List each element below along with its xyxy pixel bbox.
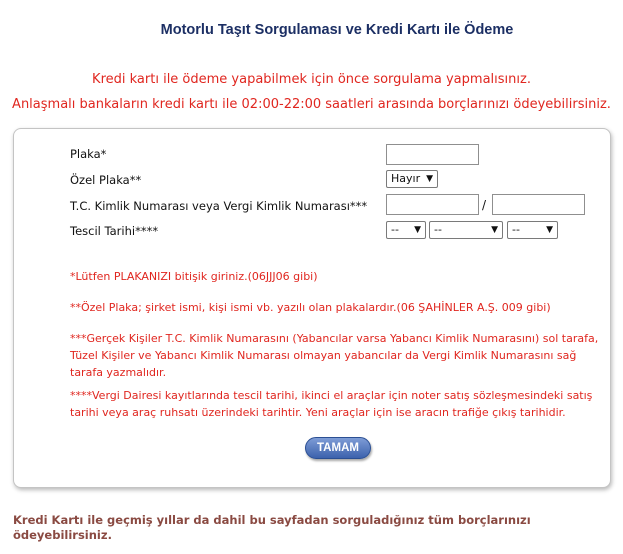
note-kimlik: ***Gerçek Kişiler T.C. Kimlik Numarasını (Yabancılar varsa Yabancı Kimlik Numarasını) sol tarafa, Tüzel Kişiler ve Yabancı Kimlik Numarası olmayan yabancılar da Vergi Kimlik Numarasını sağ tarafa yazmalıdır. xyxy=(70,332,599,379)
tescil-month-select[interactable] xyxy=(429,221,503,239)
tescil-day-select[interactable] xyxy=(386,221,426,239)
tescil-year-value: -- xyxy=(512,223,520,236)
tc-separator: / xyxy=(482,198,487,212)
note-ozel-plaka: **Özel Plaka; şirket ismi, kişi ismi vb. yazılı olan plakalardır.(06 ŞAHİNLER A.Ş. 009 gibi) xyxy=(70,301,551,314)
footer-text: Kredi Kartı ile geçmiş yıllar da dahil bu sayfadan sorguladığınız tüm borçlarınızı ödeyebilirsiniz. xyxy=(13,513,531,542)
page-title: Motorlu Taşıt Sorgulaması ve Kredi Kartı ile Ödeme xyxy=(160,22,514,38)
plaka-input[interactable] xyxy=(386,144,479,165)
tescil-label: Tescil Tarihi**** xyxy=(70,224,159,238)
ozel-plaka-select[interactable] xyxy=(386,170,438,188)
tescil-day-value: -- xyxy=(391,223,399,236)
tc-label: T.C. Kimlik Numarası veya Vergi Kimlik Numarası*** xyxy=(70,199,368,213)
note-tescil: ****Vergi Dairesi kayıtlarında tescil tarihi, ikinci el araçlar için noter satış sözleşmesindeki satış tarihi veya araç ruhsatı üzerindeki tarihtir. Yeni araçlar için ise aracın trafiğe çıkış tarihidir. xyxy=(70,389,593,419)
dropdown-arrow-icon: ▼ xyxy=(491,225,498,235)
tescil-month-value: -- xyxy=(434,223,442,236)
dropdown-arrow-icon: ▼ xyxy=(546,225,553,235)
tamam-button[interactable]: TAMAM xyxy=(305,437,371,459)
dropdown-arrow-icon: ▼ xyxy=(414,225,421,235)
vergi-kimlik-input[interactable] xyxy=(492,194,585,215)
hours-notice: Anlaşmalı bankaların kredi kartı ile 02:00-22:00 saatleri arasında borçlarınızı ödeyebilirsiniz. xyxy=(12,97,611,112)
ozel-plaka-selected: Hayır xyxy=(391,172,421,185)
dropdown-arrow-icon: ▼ xyxy=(426,174,433,184)
payment-notice: Kredi kartı ile ödeme yapabilmek için önce sorgulama yapmalısınız. xyxy=(92,72,531,87)
plaka-label: Plaka* xyxy=(70,147,107,161)
tc-kimlik-input[interactable] xyxy=(386,194,479,215)
note-plaka: *Lütfen PLAKANIZI bitişik giriniz.(06JJJ06 gibi) xyxy=(70,270,318,283)
tescil-year-select[interactable] xyxy=(507,221,558,239)
ozel-plaka-label: Özel Plaka** xyxy=(70,173,142,187)
